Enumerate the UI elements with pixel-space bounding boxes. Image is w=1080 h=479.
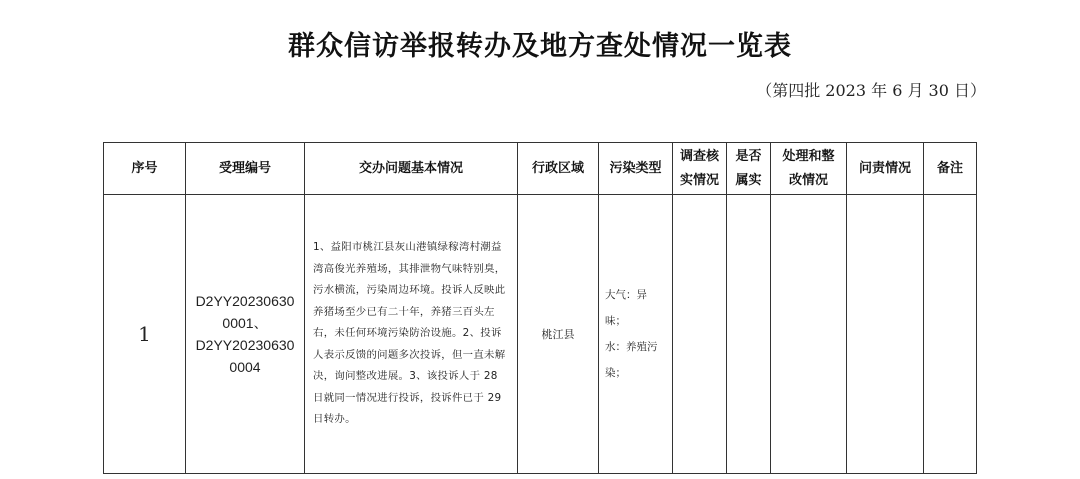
header-issue: 交办问题基本情况 <box>305 143 518 195</box>
row-is-true <box>727 195 771 474</box>
document-title: 群众信访举报转办及地方查处情况一览表 <box>288 31 792 62</box>
batch-date-note: （第四批 2023 年 6 月 30 日） <box>756 81 986 100</box>
row-issue: 1、益阳市桃江县灰山港镇绿稼湾村潮益湾高俊光养殖场，其排泄物气味特别臭，污水横流，污染周边环境。投诉人反映此养猪场至少已有二十年，养猪三百头左右，未任何环境污染防治设施。2、投诉人表示反馈的问题多次投诉，但一直未解决，询问整改进展。3、该投诉人于 28 日就同一情况进行投诉，投诉件已于 29 日转办。 <box>305 195 518 474</box>
header-region: 行政区域 <box>518 143 599 195</box>
header-case-id: 受理编号 <box>186 143 305 195</box>
row-handling <box>771 195 847 474</box>
report-table <box>103 142 977 474</box>
header-index: 序号 <box>104 143 186 195</box>
row-region: 桃江县 <box>518 195 599 474</box>
header-is-true: 是否 属实 <box>727 143 771 195</box>
table-header-row <box>104 143 977 195</box>
header-pollution-type: 污染类型 <box>599 143 673 195</box>
row-pollution-type: 大气：异 味； 水：养殖污 染； <box>599 195 673 474</box>
header-verification: 调查核 实情况 <box>673 143 727 195</box>
header-remarks: 备注 <box>924 143 977 195</box>
table-row <box>104 195 977 474</box>
header-handling: 处理和整 改情况 <box>771 143 847 195</box>
header-accountability: 问责情况 <box>847 143 924 195</box>
row-index: 1 <box>104 195 186 474</box>
row-verification <box>673 195 727 474</box>
row-case-id: D2YY20230630 0001、 D2YY20230630 0004 <box>186 195 305 474</box>
row-accountability <box>847 195 924 474</box>
row-remarks <box>924 195 977 474</box>
